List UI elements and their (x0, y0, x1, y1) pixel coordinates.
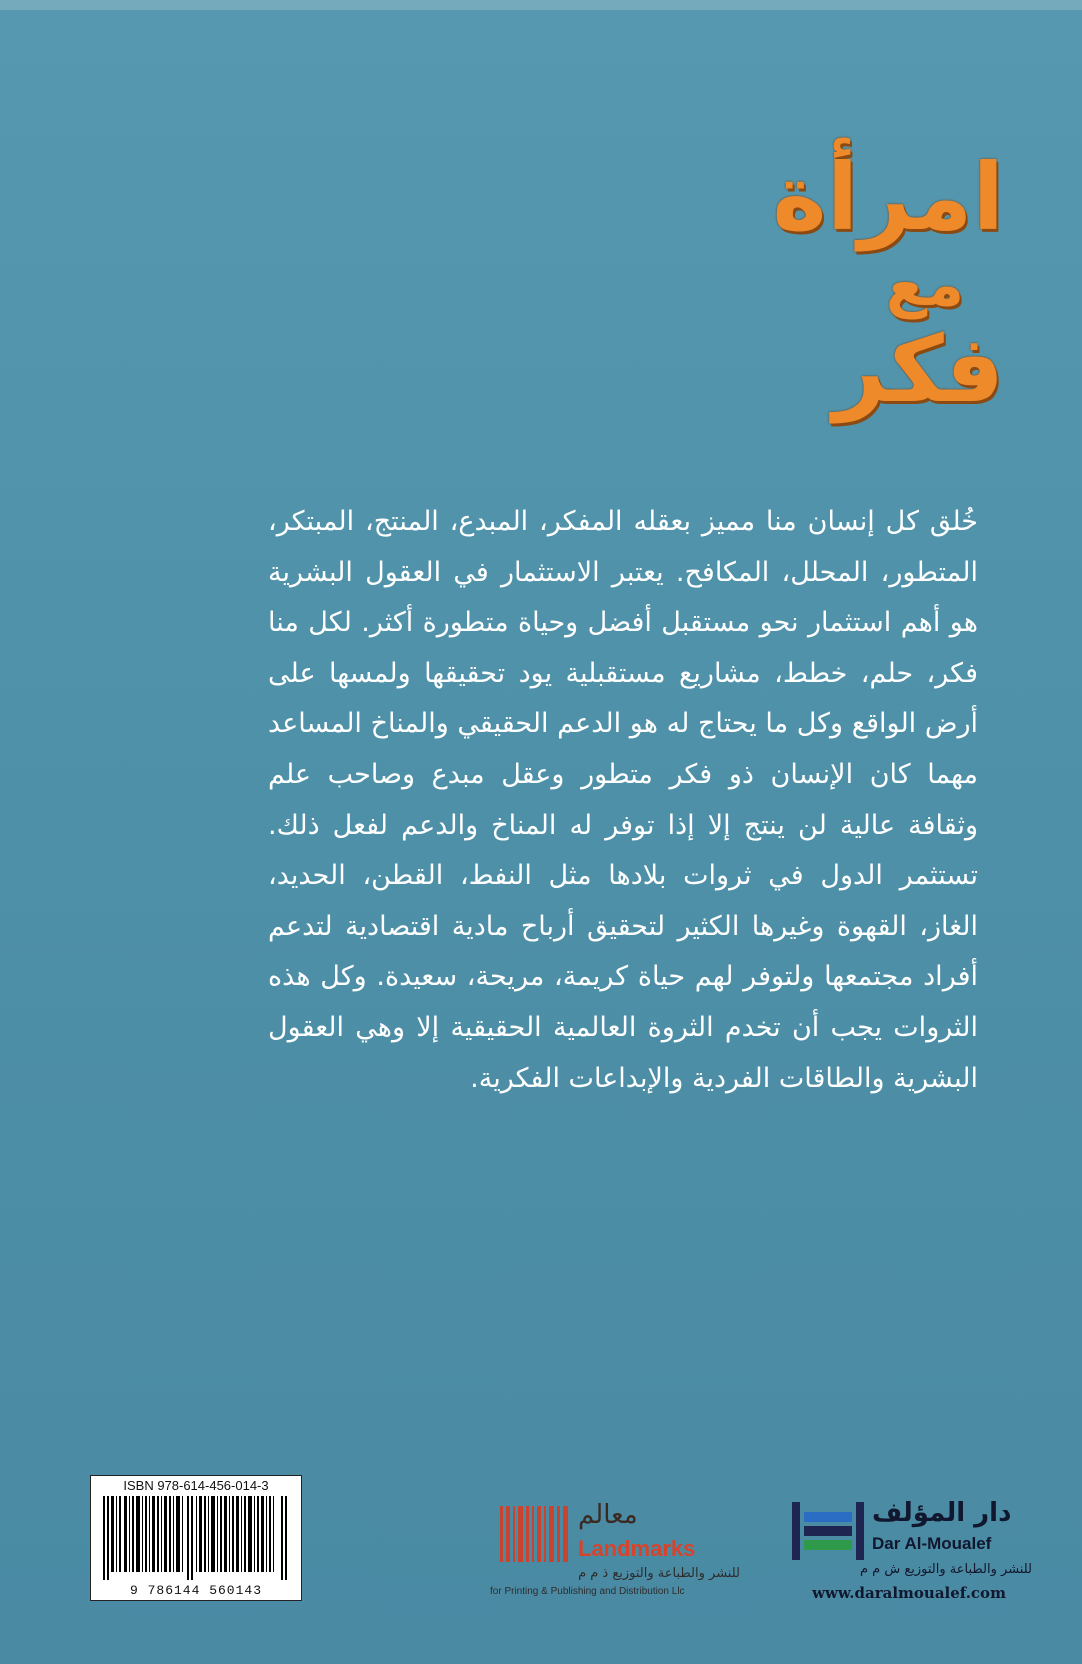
isbn-digits: 9 786144 560143 (129, 1583, 263, 1598)
dar-book-stack-icon (792, 1502, 864, 1560)
landmarks-arabic-name: معالم (578, 1500, 638, 1530)
barcode-icon (101, 1496, 291, 1580)
dar-english-name: Dar Al-Moualef (872, 1534, 992, 1553)
landmarks-name: Landmarks (578, 1536, 696, 1561)
landmarks-logo (490, 1500, 750, 1610)
landmarks-subtitle-arabic: للنشر والطباعة والتوزيع ذ م م (578, 1566, 740, 1581)
dar-subtitle-arabic: للنشر والطباعة والتوزيع ش م م (859, 1562, 1032, 1577)
title-line-2: مع (885, 250, 964, 320)
isbn-barcode-block (90, 1475, 302, 1601)
blurb-paragraph: خُلق كل إنسان منا مميز بعقله المفكر، المبدع، المنتج، المبتكر، المتطور، المحلل، المكافح. يعتبر الاستثمار في العقول البشرية هو أهم استثمار نحو مستقبل أفضل وحياة متطورة أكثر. لكل منا فكر، حلم، خطط، مشاريع مستقبلية يود تحقيقها ولمسها على أرض الواقع وكل ما يحتاج له هو الدعم الحقيقي والمناخ المساعد مهما كان الإنسان ذو فكر متطور وعقل مبدع وصاحب علم وثقافة عالية لن ينتج إلا إذا توفر له المناخ والدعم لفعل ذلك. تستثمر الدول في ثروات بلادها مثل النفط، القطن، الحديد، الغاز، القهوة وغيرها الكثير لتحقيق أرباح مادية اقتصادية لتدعم أفراد مجتمعها ولتوفر لهم حياة كريمة، مريحة، سعيدة. وكل هذه الثروات يجب أن تخدم الثروة العالمية الحقيقية إلا وهي العقول البشرية والطاقات الفردية والإبداعات الفكرية. (268, 506, 978, 1094)
landmarks-bars-icon (500, 1506, 570, 1562)
isbn-label: ISBN 978-614-456-014-3 (123, 1478, 269, 1493)
book-title (704, 144, 1004, 423)
dar-website: www.daralmoualef.com (812, 1584, 1006, 1602)
landmarks-subtitle-english: for Printing & Publishing and Distribution Llc (490, 1586, 685, 1597)
dar-al-moualef-logo (786, 1500, 1036, 1610)
title-line-3: فكر (833, 316, 1004, 423)
top-edge (0, 0, 1082, 10)
dar-arabic-name: دار المؤلف (872, 1498, 1012, 1528)
title-line-1: امرأة (772, 144, 1004, 251)
